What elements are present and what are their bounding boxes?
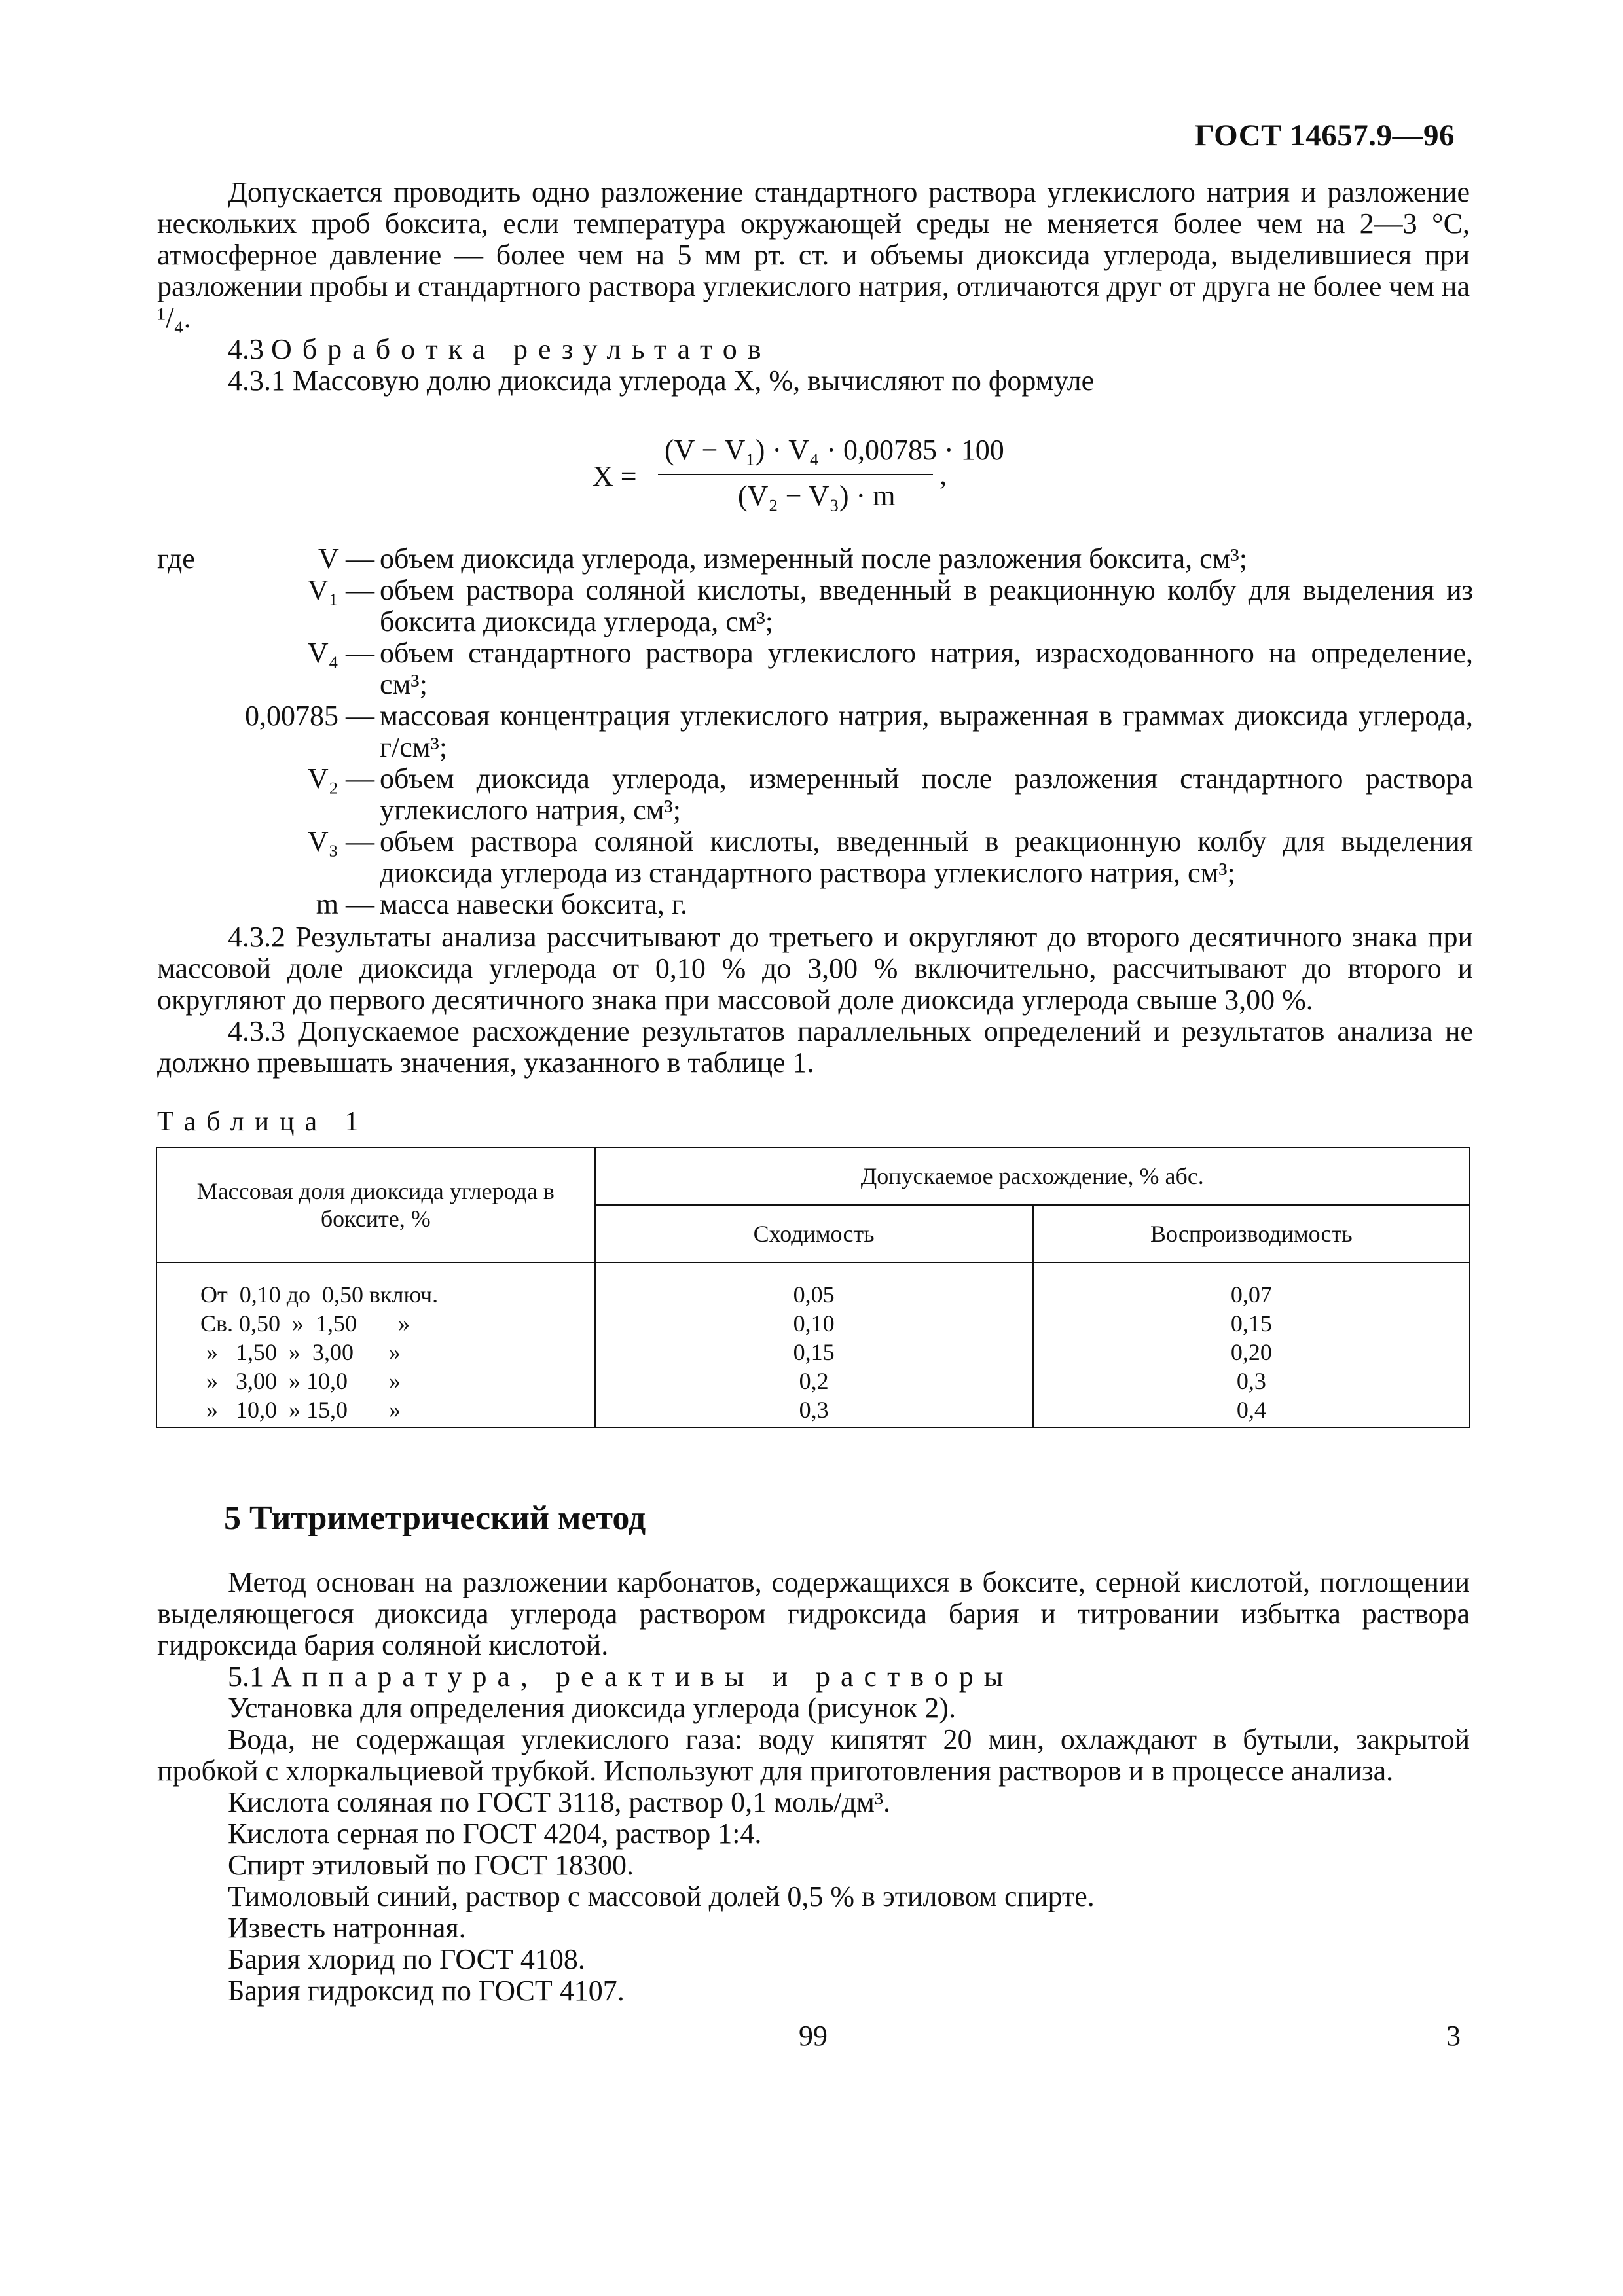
- table-cell: » 10,0 » 15,0 »: [200, 1397, 401, 1423]
- section-4-3-number: 4.3: [228, 333, 264, 365]
- definition-symbol: m —: [316, 888, 374, 920]
- table-cell: 0,4: [1236, 1397, 1266, 1423]
- definition-text: массовая концентрация углекислого натрия, выраженная в граммах диоксида углерода, г/см³;: [380, 700, 1473, 763]
- section-5-title: 5 Титриметрический метод: [224, 1499, 646, 1537]
- definition-text: объем диоксида углерода, измеренный после разложения стандартного раствора углекислого натрия, см³;: [380, 762, 1473, 826]
- definition-symbol: V —: [318, 543, 374, 575]
- table-cell: 0,20: [1230, 1339, 1272, 1365]
- table-cell: 0,2: [799, 1368, 829, 1394]
- definition-text: объем диоксида углерода, измеренный после разложения боксита, см³;: [380, 543, 1247, 575]
- definition-row: [157, 543, 1473, 575]
- table-cell: 0,3: [1236, 1368, 1266, 1394]
- definition-row: [157, 889, 1473, 920]
- definitions-list: [157, 543, 1473, 1079]
- table-head-reproducibility: Воспроизводимость: [1033, 1205, 1470, 1263]
- table-cell: 0,15: [1230, 1310, 1272, 1336]
- formula: [593, 433, 1051, 518]
- reagent-item: Вода, не содержащая углекислого газа: воду кипятят 20 мин, охлаждают в бутыли, закрытой пробкой с хлоркальциевой трубкой. Используют для приготовления растворов и в процессе анализа.: [157, 1723, 1470, 1787]
- formula-lhs: X =: [593, 460, 637, 492]
- table-col-reproducibility: [1033, 1263, 1470, 1427]
- definition-text: объем раствора соляной кислоты, введенный в реакционную колбу для выделения из боксита диоксида углерода, см³;: [380, 574, 1473, 637]
- reagent-item: Бария хлорид по ГОСТ 4108.: [228, 1943, 585, 1975]
- reagent-item: Кислота серная по ГОСТ 4204, раствор 1:4.: [228, 1818, 762, 1850]
- table-cell: 0,15: [793, 1339, 835, 1365]
- formula-comma: ,: [939, 459, 947, 491]
- definition-text: объем стандартного раствора углекислого натрия, израсходованного на определение, см³;: [380, 637, 1473, 700]
- section-4-3-heading: [157, 334, 1470, 365]
- document-code: ГОСТ 14657.9—96: [1194, 118, 1455, 152]
- sheet-number: 3: [1446, 2020, 1461, 2052]
- where-label: где: [157, 543, 195, 575]
- fraction-bar: [658, 474, 933, 475]
- reagent-item: Тимоловый синий, раствор с массовой долей 0,5 % в этиловом спирте.: [228, 1880, 1095, 1912]
- definition-symbol: V₃ —: [307, 825, 374, 857]
- section-5-intro: Метод основан на разложении карбонатов, содержащихся в боксите, серной кислотой, поглощении выделяющегося диоксида углерода раствором гидроксида бария и титровании избытка раствора гидроксида бария соляной кислотой.: [157, 1566, 1470, 1661]
- section-4-3-title: Обработка результатов: [271, 333, 772, 365]
- definition-symbol: V₁ —: [307, 574, 374, 606]
- definition-symbol: V₂ —: [307, 762, 374, 795]
- section-5-body: [157, 1567, 1470, 2007]
- table-col-range: [156, 1263, 595, 1427]
- definition-symbol: V₄ —: [307, 637, 374, 669]
- formula-denominator: (V₂ − V₃) · m: [738, 480, 896, 512]
- table-head-convergence: Сходимость: [595, 1205, 1033, 1263]
- table-col-convergence: [595, 1263, 1033, 1427]
- paragraph-4-3-1: 4.3.1 Массовую долю диоксида углерода X, %, вычисляют по формуле: [228, 365, 1095, 397]
- table-head-mass-fraction: Массовая доля диоксида углерода в боксите, %: [156, 1147, 595, 1263]
- section-5-1-number: 5.1: [228, 1660, 264, 1693]
- section-5-1-title: Аппаратура, реактивы и растворы: [271, 1660, 1014, 1693]
- page-number: 99: [799, 2020, 828, 2052]
- reagent-item: Спирт этиловый по ГОСТ 18300.: [228, 1849, 634, 1881]
- table-cell: 0,05: [793, 1282, 835, 1308]
- paragraph-4-3-3: 4.3.3 Допускаемое расхождение результатов параллельных определений и результатов анализа не должно превышать значения, указанного в таблице 1.: [157, 1015, 1473, 1079]
- table-cell: Св. 0,50 » 1,50 »: [200, 1310, 410, 1336]
- table-cell: 0,07: [1230, 1282, 1272, 1308]
- reagent-item: Бария гидроксид по ГОСТ 4107.: [228, 1975, 625, 2007]
- intro-paragraph: Допускается проводить одно разложение стандартного раствора углекислого натрия и разложение нескольких проб боксита, если температура окружающей среды не меняется более чем на 2—3 °С, атмосферное давление — более чем на 5 мм рт. ст. и объемы диоксида углерода, выделившиеся при разложении пробы и стандартного раствора углекислого натрия, отличаются друг от друга не более чем на ¹/₄.: [157, 176, 1470, 334]
- table-cell: 0,10: [793, 1310, 835, 1336]
- reagent-item: Известь натронная.: [228, 1912, 466, 1944]
- table-caption: Таблица 1: [157, 1107, 369, 1137]
- definition-row: [157, 575, 1473, 637]
- definition-row: [157, 826, 1473, 889]
- definition-text: объем раствора соляной кислоты, введенный в реакционную колбу для выделения диоксида углерода из стандартного раствора углекислого натрия, см³;: [380, 825, 1473, 889]
- table-cell: 0,3: [799, 1397, 829, 1423]
- definition-row: [157, 637, 1473, 700]
- reagent-item: Кислота соляная по ГОСТ 3118, раствор 0,1 моль/дм³.: [228, 1786, 891, 1818]
- table-body: [156, 1263, 1470, 1427]
- paragraph-4-3-2: 4.3.2 Результаты анализа рассчитывают до третьего и округляют до второго десятичного знака при массовой доле диоксида углерода от 0,10 % до 3,00 % включительно, рассчитывают до второго и округляют до первого десятичного знака при массовой доле диоксида углерода свыше 3,00 %.: [157, 921, 1473, 1016]
- section-5-1-heading: [157, 1661, 1470, 1693]
- table-cell: » 3,00 » 10,0 »: [200, 1368, 401, 1394]
- definition-text: масса навески боксита, г.: [380, 888, 687, 920]
- reagent-item: Установка для определения диоксида углерода (рисунок 2).: [228, 1692, 956, 1724]
- table-cell: » 1,50 » 3,00 »: [200, 1339, 401, 1365]
- intro-block: [157, 177, 1470, 397]
- definition-row: [157, 700, 1473, 763]
- tolerance-table: [156, 1147, 1470, 1428]
- table-cell: От 0,10 до 0,50 включ.: [200, 1282, 439, 1308]
- table-head-tolerance: Допускаемое расхождение, % абс.: [595, 1147, 1470, 1205]
- formula-numerator: (V − V₁) · V₄ · 0,00785 · 100: [665, 434, 1004, 466]
- definition-symbol: 0,00785 —: [245, 700, 374, 732]
- definition-row: [157, 763, 1473, 826]
